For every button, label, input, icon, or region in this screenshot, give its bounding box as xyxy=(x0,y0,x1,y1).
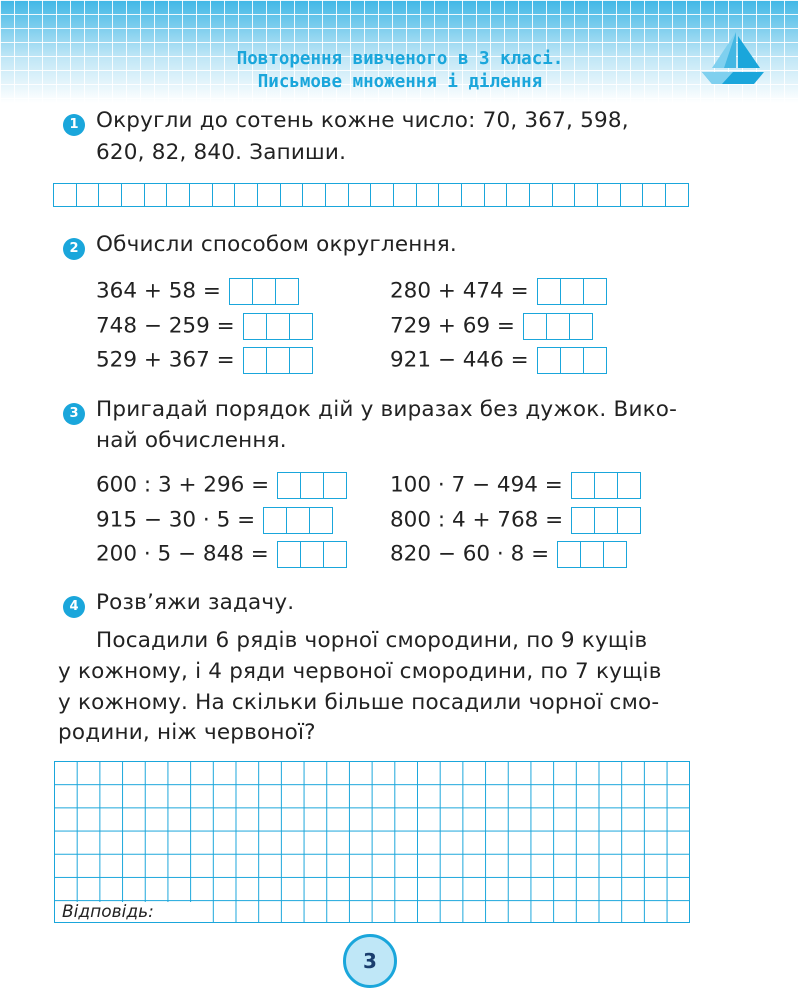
answer-box[interactable] xyxy=(523,313,593,340)
task1-text-line1: Округли до сотень кожне число: 70, 367, 598, xyxy=(96,108,629,133)
answer-box[interactable] xyxy=(571,472,641,499)
cell[interactable] xyxy=(213,184,236,206)
expression-row xyxy=(96,541,347,567)
expression: 921 − 446 = xyxy=(390,347,529,373)
cell[interactable] xyxy=(485,184,508,206)
cell[interactable] xyxy=(394,184,417,206)
expression-row xyxy=(96,313,313,339)
expression-row xyxy=(390,541,627,567)
answer-label: Відповідь: xyxy=(56,902,200,922)
answer-box[interactable] xyxy=(277,472,347,499)
expression-row xyxy=(96,278,299,304)
task4-text-line2: у кожному, і 4 ряди червоної смородини, по 7 кущів xyxy=(58,659,662,684)
expression-row xyxy=(96,472,347,498)
sailboat-icon xyxy=(700,30,766,86)
solution-grid[interactable] xyxy=(54,761,690,923)
expression-row xyxy=(390,278,607,304)
page-number: 3 xyxy=(343,934,397,988)
expression: 200 · 5 − 848 = xyxy=(96,541,269,567)
cell[interactable] xyxy=(643,184,666,206)
answer-box[interactable] xyxy=(243,347,313,374)
task4-text-line3: у кожному. На скільки більше посадили чорної смо- xyxy=(58,690,660,715)
cell[interactable] xyxy=(666,184,688,206)
cell[interactable] xyxy=(258,184,281,206)
cell[interactable] xyxy=(99,184,122,206)
cell[interactable] xyxy=(575,184,598,206)
task3-text-line1: Пригадай порядок дій у виразах без дужок. Вико- xyxy=(96,397,678,422)
section-title-line1: Повторення вивченого в 3 класі. xyxy=(236,49,564,69)
answer-box[interactable] xyxy=(537,347,607,374)
expression-row xyxy=(390,507,641,533)
cell[interactable] xyxy=(621,184,644,206)
expression: 529 + 367 = xyxy=(96,347,235,373)
expression: 820 − 60 · 8 = xyxy=(390,541,550,567)
task-number-1: 1 xyxy=(63,114,85,136)
cell[interactable] xyxy=(235,184,258,206)
cell[interactable] xyxy=(439,184,462,206)
answer-box[interactable] xyxy=(243,313,313,340)
answer-box[interactable] xyxy=(229,278,299,305)
expression: 748 − 259 = xyxy=(96,313,235,339)
expression: 729 + 69 = xyxy=(390,313,515,339)
expression: 800 : 4 + 768 = xyxy=(390,507,564,533)
cell[interactable] xyxy=(349,184,372,206)
cell[interactable] xyxy=(530,184,553,206)
expression: 915 − 30 · 5 = xyxy=(96,507,256,533)
task-number-3: 3 xyxy=(63,403,85,425)
cell[interactable] xyxy=(281,184,304,206)
cell[interactable] xyxy=(190,184,213,206)
answer-box[interactable] xyxy=(537,278,607,305)
cell[interactable] xyxy=(507,184,530,206)
answer-box[interactable] xyxy=(277,541,347,568)
expression: 280 + 474 = xyxy=(390,278,529,304)
answer-box[interactable] xyxy=(557,541,627,568)
task4-text-line4: родини, ніж червоної? xyxy=(58,720,316,745)
expression-row xyxy=(390,472,641,498)
cell[interactable] xyxy=(77,184,100,206)
cell[interactable] xyxy=(371,184,394,206)
section-title-line2: Письмове множення і ділення xyxy=(257,72,543,92)
expression: 364 + 58 = xyxy=(96,278,221,304)
answer-box[interactable] xyxy=(571,507,641,534)
expression: 600 : 3 + 296 = xyxy=(96,472,270,498)
expression-row xyxy=(390,347,607,373)
task4-instruction: Розв’яжи задачу. xyxy=(96,590,295,615)
task-number-2: 2 xyxy=(63,238,85,260)
cell[interactable] xyxy=(553,184,576,206)
cell[interactable] xyxy=(417,184,440,206)
task-number-4: 4 xyxy=(63,596,85,618)
task1-text-line2: 620, 82, 840. Запиши. xyxy=(96,140,347,165)
answer-box[interactable] xyxy=(263,507,333,534)
task4-text-line1: Посадили 6 рядів чорної смородини, по 9 кущів xyxy=(96,628,648,653)
cell[interactable] xyxy=(122,184,145,206)
cell[interactable] xyxy=(54,184,77,206)
answer-cells-task1[interactable] xyxy=(53,183,689,207)
expression: 100 · 7 − 494 = xyxy=(390,472,563,498)
cell[interactable] xyxy=(167,184,190,206)
expression-row xyxy=(390,313,593,339)
task2-instruction: Обчисли способом округлення. xyxy=(96,232,457,257)
cell[interactable] xyxy=(303,184,326,206)
cell[interactable] xyxy=(598,184,621,206)
expression-row xyxy=(96,347,313,373)
cell[interactable] xyxy=(326,184,349,206)
cell[interactable] xyxy=(462,184,485,206)
cell[interactable] xyxy=(145,184,168,206)
expression-row xyxy=(96,507,333,533)
task3-text-line2: най обчислення. xyxy=(96,428,287,453)
